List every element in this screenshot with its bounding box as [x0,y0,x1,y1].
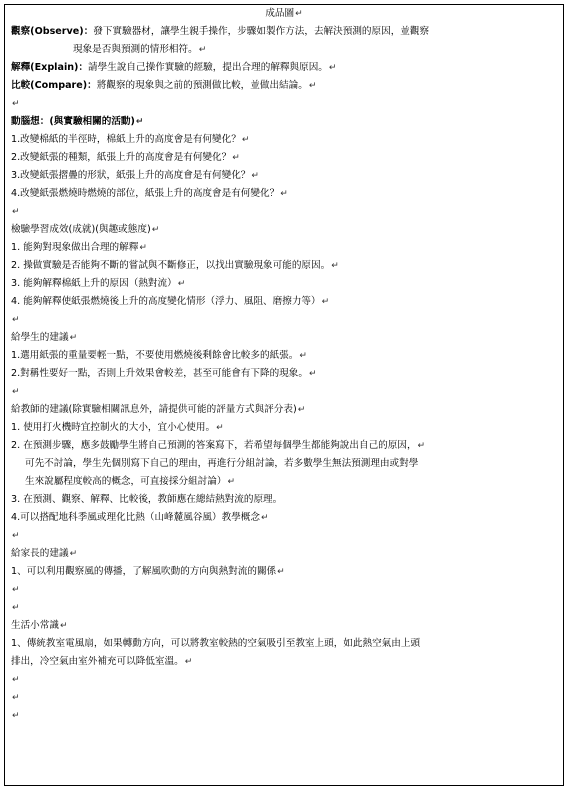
list-item: 1.改變棉紙的半徑時，棉紙上升的高度會是有何變化？↵ [11,134,250,145]
document-content [11,5,557,725]
list-item-continuation: 生來說屬程度較高的概念，可直接採分組討論）↵ [25,476,236,487]
list-item: 1、可以利用觀察風的傳播，了解風吹動的方向與熱對流的關係↵ [11,566,285,577]
list-item: 3.改變紙張摺疊的形狀，紙張上升的高度會是有何變化？↵ [11,170,259,181]
students-heading: 給學生的建議↵ [11,332,78,343]
blank-line: ↵ [12,207,20,217]
explain-text: 請學生說自己操作實驗的經驗，提出合理的解釋與原因。 [88,62,328,73]
list-item: 1. 能夠對現象做出合理的解釋↵ [11,242,147,253]
observe-label: 觀察(Observe)： [11,26,94,37]
compare-label: 比較(Compare)： [11,80,97,91]
tips-heading: 生活小常識↵ [11,620,68,631]
blank-line: ↵ [12,99,20,109]
list-item: 2.對稱性要好一點，否則上升效果會較差，甚至可能會有下降的現象。↵ [11,368,317,379]
explain-paragraph: 解釋(Explain)：請學生說自己操作實驗的經驗，提出合理的解釋與原因。↵ [11,62,337,73]
blank-line: ↵ [12,603,20,613]
list-item: 4.改變紙張燃燒時燃燒的部位，紙張上升的高度會是有何變化？↵ [11,188,288,199]
document-page [4,4,564,786]
list-item: 2.改變紙張的種類，紙張上升的高度會是有何變化？↵ [11,152,240,163]
paragraph-mark: ↵ [295,9,303,19]
compare-paragraph: 比較(Compare)：將觀察的現象與之前的預測做比較，並做出結論。↵ [11,80,317,91]
blank-line: ↵ [12,711,20,721]
blank-line: ↵ [12,387,20,397]
brainstorm-heading: 動腦想：(與實驗相關的活動)↵ [11,116,144,127]
list-item-continuation: 可先不討論，學生先個別寫下自己的理由，再進行分組討論，若多數學生無法預測理由或對學 [25,458,419,469]
list-item: 4.可以搭配地科季風或理化比熱（山峰麓風谷風）教學概念↵ [11,512,269,523]
list-item: 1. 使用打火機時宜控制火的大小，宜小心使用。↵ [11,422,224,433]
observe-paragraph [11,23,557,41]
list-item: 2. 操做實驗是否能夠不斷的嘗試與不斷修正，以找出實驗現象可能的原因。↵ [11,260,339,271]
list-item: 3. 在預測、觀察、解釋、比較後，教師應在總結熱對流的原理。 [11,494,283,505]
list-item: 1.選用紙張的重量要輕一點，不要使用燃燒後剩餘會比較多的紙張。↵ [11,350,307,361]
tip-line: 排出，冷空氣由室外補充可以降低室溫。↵ [11,656,193,667]
list-item: 4. 能夠解釋使紙張燃燒後上升的高度變化情形（浮力、風阻、磨擦力等）↵ [11,296,330,307]
tip-line: 1、傳統教室電風扇，如果轉動方向，可以將教室較熱的空氣吸引至教室上頭，如此熱空氣由上頭 [11,638,421,649]
outcomes-heading: 檢驗學習成效(成就)(與趣或態度)↵ [11,224,160,235]
observe-continuation: 現象是否與預測的情形相符。↵ [73,44,207,55]
parents-heading: 給家長的建議↵ [11,548,78,559]
list-item: 2. 在預測步驟，應多鼓勵學生將自己預測的答案寫下，若希望每個學生都能夠說出自己的原因，↵ [11,440,426,451]
observe-text: 發下實驗器材，讓學生親手操作，步驟如製作方法，去解決預測的原因，並觀察 [93,26,430,37]
page-title: 成品圖↵ [265,8,303,19]
blank-line: ↵ [12,315,20,325]
compare-text: 將觀察的現象與之前的預測做比較，並做出結論。 [96,80,308,91]
blank-line: ↵ [12,675,20,685]
list-item: 3. 能夠解釋棉紙上升的原因（熱對流）↵ [11,278,186,289]
blank-line: ↵ [12,585,20,595]
blank-line: ↵ [12,531,20,541]
blank-line: ↵ [12,693,20,703]
teachers-heading: 給教師的建議(除實驗相關訊息外，請提供可能的評量方式與評分表)↵ [11,404,306,415]
explain-label: 解釋(Explain)： [11,62,89,73]
